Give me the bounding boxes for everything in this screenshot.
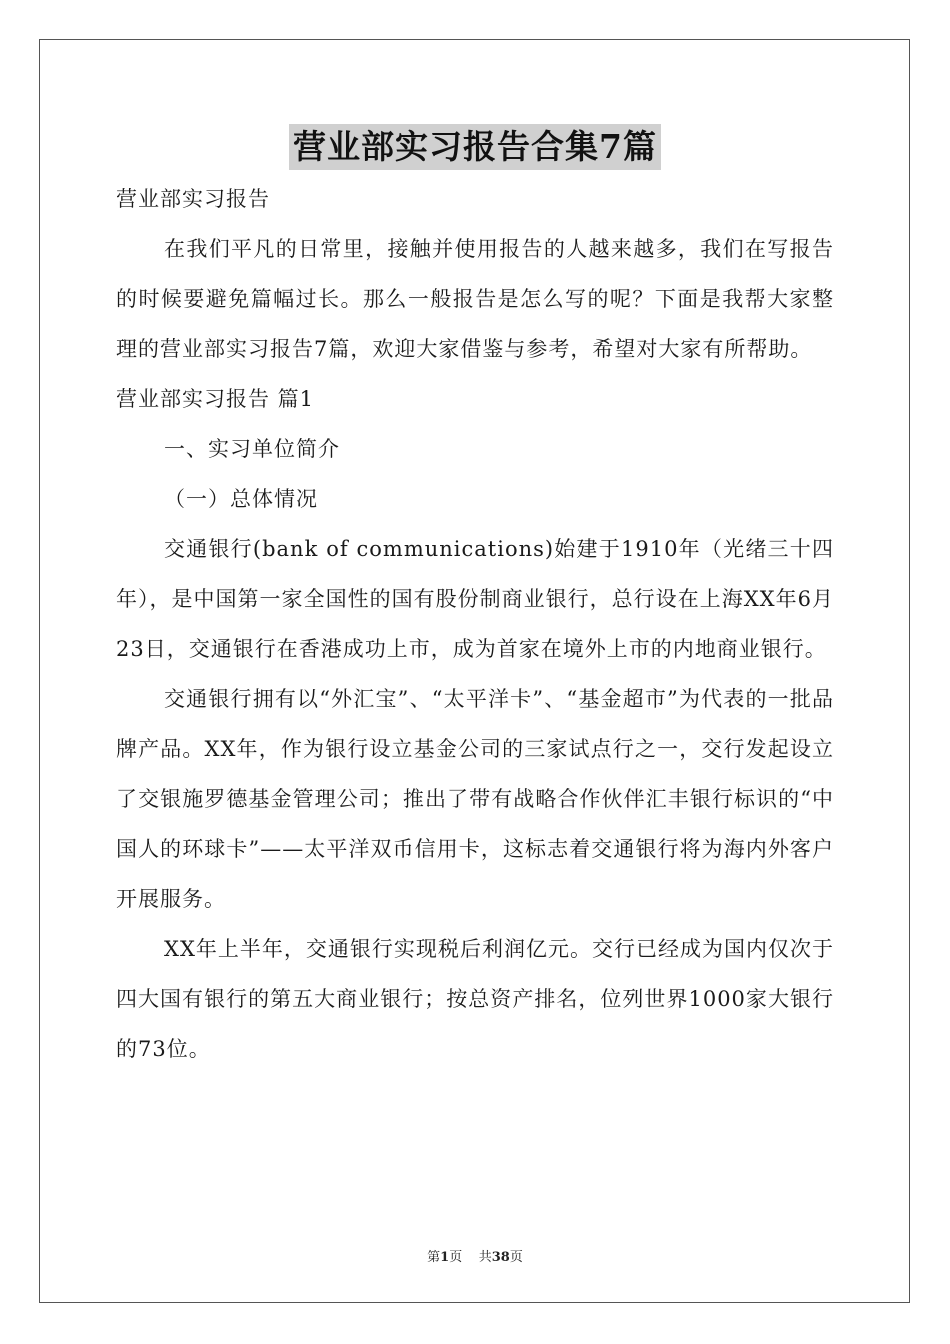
footer-total-suffix: 页 (509, 1250, 523, 1265)
subtitle: 营业部实习报告 (116, 187, 270, 211)
body-paragraph: 交通银行(bank of communications)始建于1910年（光绪三十四年），是中国第一家全国性的国有股份制商业银行，总行设在上海XX年6月23日，交通银行在香港成功上市，成为首家在境外上市的内地商业银行。 (116, 537, 834, 661)
footer-total-prefix: 共 (478, 1250, 492, 1265)
footer-page-suffix: 页 (449, 1250, 463, 1265)
subsection-heading: 一、实习单位简介 (164, 437, 340, 461)
subsection-heading-2: （一）总体情况 (164, 487, 318, 511)
body-paragraph: 交通银行拥有以“外汇宝”、“太平洋卡”、“基金超市”为代表的一批品牌产品。XX年，作为银行设立基金公司的三家试点行之一，交行发起设立了交银施罗德基金管理公司；推出了带有战略合作伙伴汇丰银行标识的“中国人的环球卡”——太平洋双币信用卡，这标志着交通银行将为海内外客户开展服务。 (116, 687, 834, 911)
section-heading: 营业部实习报告 篇1 (116, 387, 315, 411)
document-title: 营业部实习报告合集7篇 (289, 124, 661, 170)
intro-paragraph: 在我们平凡的日常里，接触并使用报告的人越来越多，我们在写报告的时候要避免篇幅过长。那么一般报告是怎么写的呢？下面是我帮大家整理的营业部实习报告7篇，欢迎大家借鉴与参考，希望对大家有所帮助。 (116, 237, 834, 361)
footer-page-prefix: 第 (427, 1250, 441, 1265)
footer-total-pages: 38 (491, 1250, 510, 1265)
title-wrap (0, 124, 950, 170)
body-paragraph: XX年上半年，交通银行实现税后利润亿元。交行已经成为国内仅次于四大国有银行的第五大商业银行；按总资产排名，位列世界1000家大银行的73位。 (116, 937, 834, 1061)
page-footer (0, 1246, 950, 1265)
footer-page-number: 1 (440, 1250, 450, 1265)
document-body (116, 174, 834, 1074)
